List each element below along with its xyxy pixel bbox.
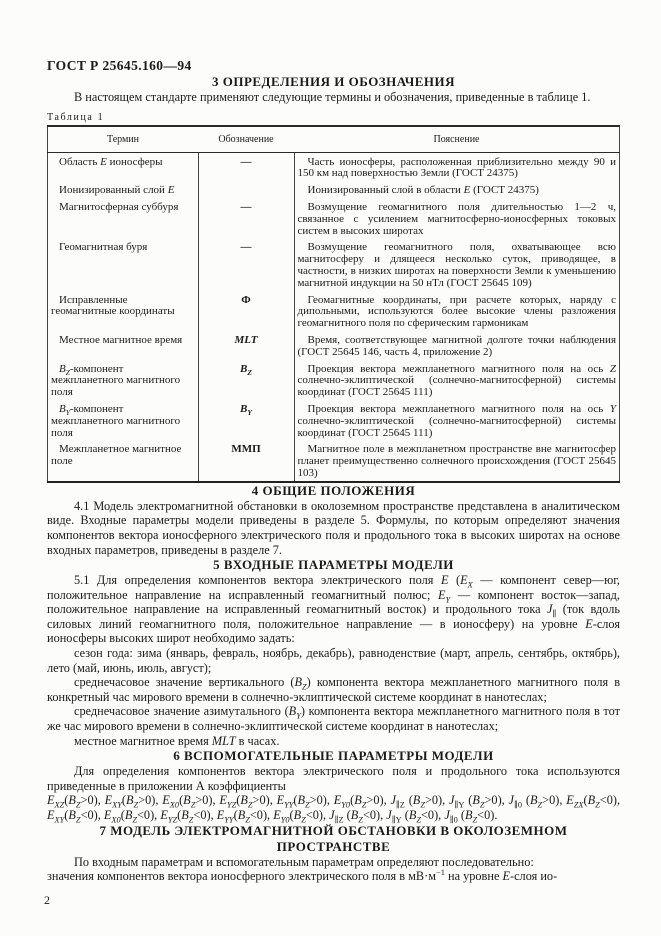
terms-table-head [48,126,620,153]
term-cell: $B_Z$-компонент межпланетного магнитного поля [48,360,199,400]
input-parameter-item: среднечасовое значение вертикального $(B_Z)$ компонента вектора межпланетного магнитного поля в конкретный час мирового времени в солнечно-эклиптической системе координат в нанотеслах; [47,675,621,704]
table-caption: Таблица 1 [47,111,105,123]
section-5-paragraph: 5.1 Для определения компонентов вектора электрического поля E ($E_X$ — компонент север—юг, положительное направление на исправленный геомагнитный полюс; $E_Y$ — компонент восток—запад, положительное направление на исправленный геомагнитный восток) и продольного тока $J_\parallel$ (ток вдоль силовых линий геомагнитного поля, положительное направление — в ионосферу) на уровне E-слоя ионосферы высоких широт необходимо задать: [47,573,620,646]
section-6-heading: 6 ВСПОМОГАТЕЛЬНЫЕ ПАРАМЕТРЫ МОДЕЛИ [173,748,494,764]
table-row [48,198,620,238]
explanation-cell: Ионизированный слой в области E (ГОСТ 24375) [307,184,539,197]
input-parameters-list [47,646,620,748]
explanation-cell: Возмущение геомагнитного поля длительностью 1—2 ч, связанное с усилением магнитосферно-ионосферных токовых систем в высоких широтах [297,200,616,237]
section-4-paragraph: 4.1 Модель электромагнитной обстановки в околоземном пространстве представлена в аналитическом виде. Входные параметры модели приведены в разделе 5. Формулы, по которым определяют значения компонентов вектора ионосферного электрического поля и продольного тока в высоких широтах на основе входных параметров, приведены в разделе 7. [47,498,620,557]
symbol-cell: $B_Z$ [198,360,294,400]
symbol-cell: $B_Y$ [198,400,294,440]
term-cell: Исправленные геомагнитные координаты [48,291,199,331]
symbol-cell [198,181,294,198]
section-6-paragraph: Для определения компонентов вектора электрического поля и продольного тока используются приведенные в приложении А коэффициенты [47,764,620,793]
col-header-explanation: Пояснение [294,126,620,153]
table-row [48,400,620,440]
term-cell: Межпланетное магнитное поле [48,440,199,481]
symbol-cell: — [198,198,294,238]
terms-table-body [48,152,620,482]
symbol-cell: Ф [198,291,294,331]
term-cell: Геомагнитная буря [48,238,199,290]
col-header-term: Термин [48,126,199,153]
terms-table [47,125,620,483]
table-row [48,360,620,400]
coefficients-list: $E_{XZ}(B_Z>0)$, $E_{XY}(B_Z>0)$, $E_{X0}(B_Z>0)$, $E_{YZ}(B_Z>0)$, $E_{YY}(B_Z>0)$, $E_{Y0}(B_Z>0)$, $J_{\parallel Z}$ $(B_Z>0)$, $J_{\parallel Y}$ $(B_Z>0)$, $J_{\parallel 0}$ $(B_Z>0)$, $E_{ZX}(B_Z<0)$, $E_{XY}(B_Z<0)$, $E_{X0}(B_Z<0)$, $E_{YZ}(B_Z<0)$, $E_{YY}(B_Z<0)$, $E_{Y0}(B_Z<0)$, $J_{\parallel Z}$ $(B_Z<0)$, $J_{\parallel Y}$ $(B_Z<0)$, $J_{\parallel 0}$ $(B_Z<0)$. [47,793,621,825]
table-row [48,440,620,481]
explanation-cell: Возмущение геомагнитного поля, охватывающее всю магнитосферу и длящееся несколько суток, приводящее, в частности, в низких широтах на поверхности Земли к уменьшению магнитной индукции на 50 нТл (ГОСТ 25645 109) [297,241,616,289]
term-cell: Область E ионосферы [48,152,199,181]
section-3-intro: В настоящем стандарте применяют следующие термины и обозначения, приведенные в таблице 1. [74,90,591,104]
symbol-cell: — [198,238,294,290]
symbol-cell: — [198,152,294,181]
table-row [48,152,620,181]
input-parameter-item: сезон года: зима (январь, февраль, ноябрь, декабрь), равноденствие (март, апрель, сентябрь, октябрь), лето (май, июнь, июль, август); [47,646,620,675]
page-number: 2 [44,893,50,907]
explanation-cell: Часть ионосферы, расположенная приблизительно между 90 и 150 км над поверхностью Земли (ГОСТ 24375) [297,155,616,180]
input-parameter-item: местное магнитное время MLT в часах. [74,733,280,748]
explanation-cell: Геомагнитные координаты, при расчете которых, наряду с дипольными, используются более высокие члены разложения геомагнитного поля по сферическим гармоникам [297,293,616,330]
table-row [48,331,620,360]
document-header: ГОСТ Р 25645.160—94 [47,58,192,73]
explanation-cell: Магнитное поле в межпланетном пространстве вне магнитосфер планет преимущественно солнечного происхождения (ГОСТ 25645 103) [297,443,616,479]
section-4-heading: 4 ОБЩИЕ ПОЛОЖЕНИЯ [251,482,416,498]
term-cell: Ионизированный слой E [48,181,199,198]
table-row [48,181,620,198]
input-parameter-item: среднечасовое значение азимутального $(B_Y)$ компонента вектора межпланетного магнитного поля в тот же час мирового времени в солнечно-эклиптической системе координат в нанотеслах; [47,704,620,734]
symbol-cell: MLT [198,331,294,360]
section-7-heading: 7 МОДЕЛЬ ЭЛЕКТРОМАГНИТНОЙ ОБСТАНОВКИ В ОКОЛОЗЕМНОМ ПРОСТРАНСТВЕ [99,822,568,854]
terms-table-header-row [48,126,620,153]
table-row [48,291,620,331]
explanation-cell: Проекция вектора межпланетного магнитного поля на ось Z солнечно-эклиптической (солнечно-магнитосферной) системы координат (ГОСТ 25645 111) [297,362,616,399]
section-7-paragraph-2: значения компонентов вектора ионосферного электрического поля в $мВ\cdot м^{-1}$ на уровне E-слоя ио- [47,868,558,884]
symbol-cell: ММП [198,440,294,481]
section-3-heading: 3 ОПРЕДЕЛЕНИЯ И ОБОЗНАЧЕНИЯ [211,74,456,89]
term-cell: Местное магнитное время [48,331,199,360]
explanation-cell: Проекция вектора межпланетного магнитного поля на ось Y солнечно-эклиптической (солнечно-магнитосферной) системы координат (ГОСТ 25645 111) [297,402,616,439]
table-row [48,238,620,290]
page-content [47,58,620,884]
explanation-cell: Время, соответствующее магнитной долготе точки наблюдения (ГОСТ 25645 146, часть 4, приложение 2) [297,333,616,358]
term-cell: Магнитосферная суббуря [48,198,199,238]
section-7-paragraph-1: По входным параметрам и вспомогательным параметрам определяют последовательно: [74,854,534,869]
col-header-symbol: Обозначение [198,126,294,153]
section-5-heading: 5 ВХОДНЫЕ ПАРАМЕТРЫ МОДЕЛИ [213,557,454,573]
term-cell: $B_Y$-компонент межпланетного магнитного поля [48,400,199,440]
